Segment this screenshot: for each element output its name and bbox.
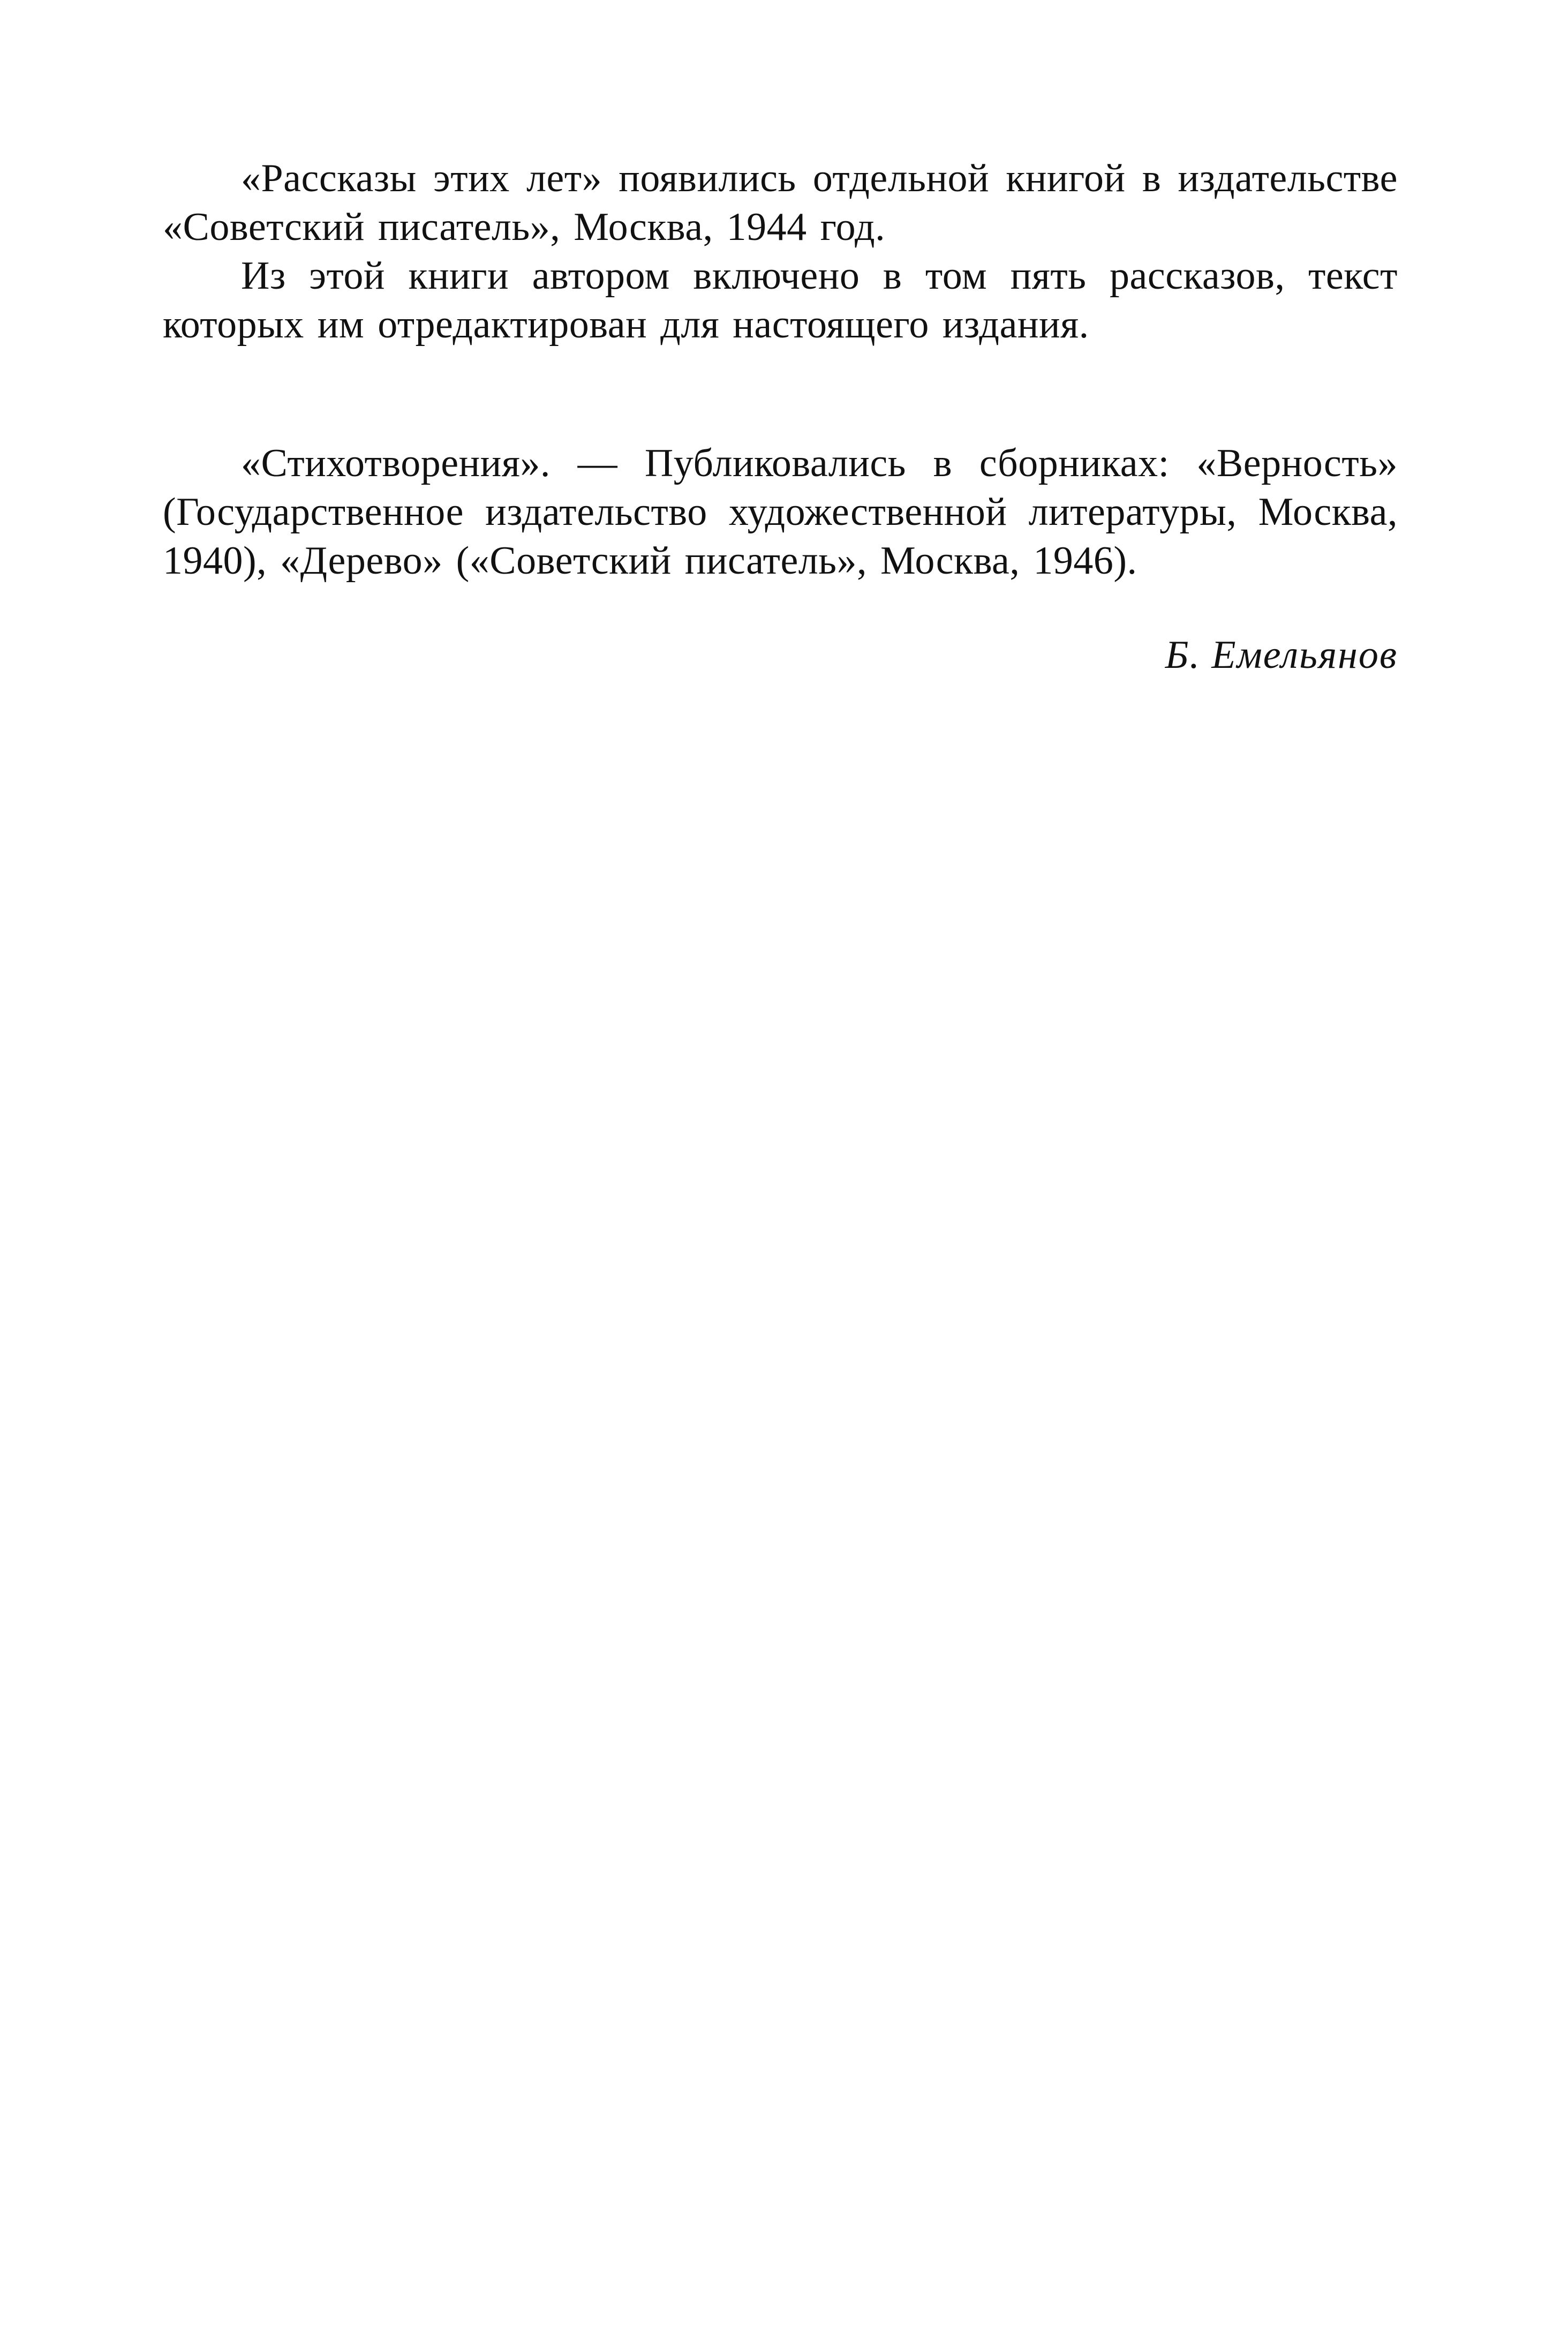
paragraph-stories-edited: Из этой книги автором включено в том пять рассказов, текст которых им отредактирован для настоящего издания. [163, 254, 1398, 347]
author-signature: Б. Емельянов [1165, 633, 1398, 677]
notes-section-stories [163, 154, 1398, 349]
notes-section-poems [163, 439, 1398, 585]
paragraph-stories-publication: «Рассказы этих лет» появились отдельной книгой в издательстве «Советский писатель», Москва, 1944 год. [163, 156, 1398, 249]
paragraph-poems-publication: «Стихотворения». — Публиковались в сборниках: «Верность» (Государственное издательство художественной литературы, Москва, 1940), «Дерево» («Советский писатель», Москва, 1946). [163, 441, 1398, 583]
